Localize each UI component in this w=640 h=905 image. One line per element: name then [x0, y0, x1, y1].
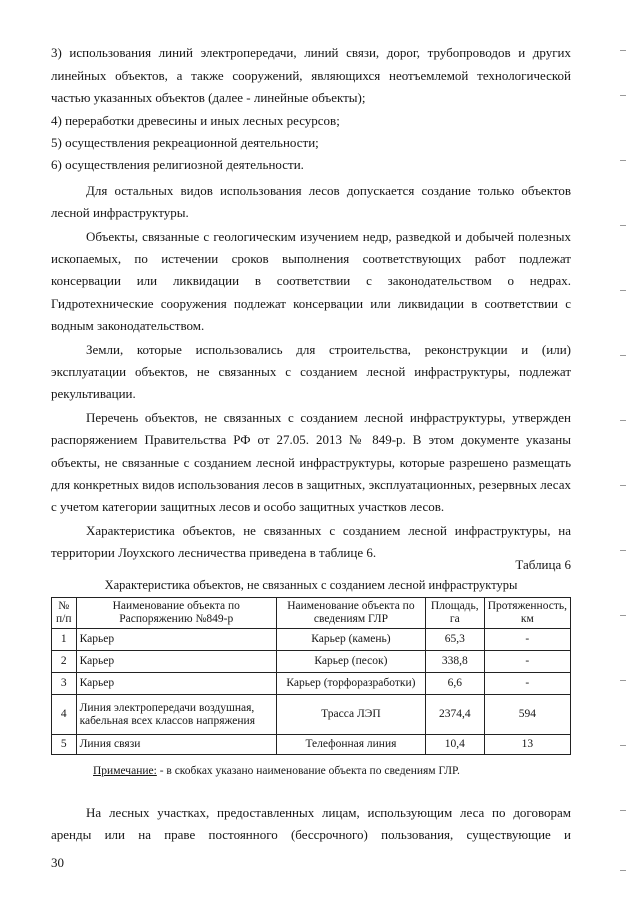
body-line: 3) использования линий электропередачи, линий связи, дорог, трубопроводов и других	[51, 45, 571, 60]
scan-edge-mark	[620, 485, 626, 486]
body-line: распоряжением Правительства РФ от 27.05. 2013 № 849-р. В этом документе указаны	[51, 432, 571, 447]
table-header-row	[52, 598, 571, 629]
cell-number: 5	[52, 735, 77, 755]
body-line: эксплуатации объектов, не связанных с созданием лесной инфраструктуры, подлежат	[51, 364, 571, 379]
cell-name-order: Карьер	[76, 629, 276, 651]
header-number: № п/п	[52, 598, 77, 629]
table-row	[52, 629, 571, 651]
body-line: Объекты, связанные с геологическим изучением недр, разведкой и добычей полезных	[86, 229, 571, 244]
scan-edge-mark	[620, 95, 626, 96]
cell-number: 2	[52, 651, 77, 673]
page-number: 30	[51, 855, 64, 870]
cell-area: 6,6	[425, 673, 484, 695]
cell-name-glr: Карьер (торфоразработки)	[276, 673, 425, 695]
body-line: Гидротехнические сооружения подлежат консервации или ликвидации в соответствии с	[51, 296, 571, 311]
cell-name-glr: Карьер (песок)	[276, 651, 425, 673]
table-row	[52, 673, 571, 695]
scan-edge-mark	[620, 160, 626, 161]
cell-length: 13	[484, 735, 570, 755]
table-row	[52, 695, 571, 735]
cell-number: 4	[52, 695, 77, 735]
note-text: - в скобках указано наименование объекта по сведениям ГЛР.	[156, 765, 460, 777]
body-line: Для остальных видов использования лесов допускается создание только объектов	[86, 183, 571, 198]
body-line: аренды или на праве постоянного (бессрочного) пользования, существующие и	[51, 827, 571, 842]
cell-length: -	[484, 651, 570, 673]
scan-edge-mark	[620, 870, 626, 871]
body-line: с учетом категории защитных лесов и особо защитных участков лесов.	[51, 499, 445, 514]
scan-edge-mark	[620, 50, 626, 51]
cell-area: 2374,4	[425, 695, 484, 735]
cell-area: 10,4	[425, 735, 484, 755]
body-line: 5) осуществления рекреационной деятельности;	[51, 135, 319, 150]
cell-length: -	[484, 673, 570, 695]
cell-area: 338,8	[425, 651, 484, 673]
cell-number: 1	[52, 629, 77, 651]
body-line: частью указанных объектов (далее - линейные объекты);	[51, 90, 366, 105]
body-line: для конкретных видов использования лесов в защитных, эксплуатационных, резервных лесах	[51, 477, 571, 492]
cell-name-order: Линия электропередачи воздушная, кабельная всех классов напряжения	[76, 695, 276, 735]
objects-table	[51, 597, 571, 755]
body-line: 4) переработки древесины и иных лесных ресурсов;	[51, 113, 340, 128]
table-note	[93, 764, 460, 778]
cell-number: 3	[52, 673, 77, 695]
header-name-order: Наименование объекта по Распоряжению №849-р	[76, 598, 276, 629]
body-line: объекты, не связанные с созданием лесной инфраструктуры, которые разрешено размещать	[51, 455, 571, 470]
scan-edge-mark	[620, 225, 626, 226]
scan-edge-mark	[620, 290, 626, 291]
body-line: 6) осуществления религиозной деятельности.	[51, 157, 304, 172]
cell-name-order: Карьер	[76, 651, 276, 673]
scan-edge-mark	[620, 745, 626, 746]
cell-length: -	[484, 629, 570, 651]
cell-area: 65,3	[425, 629, 484, 651]
body-line: консервации или ликвидации в соответствии с законодательством о недрах.	[51, 273, 571, 288]
body-line: ископаемых, по истечении сроков выполнения соответствующих работ подлежат	[51, 251, 571, 266]
scan-edge-mark	[620, 550, 626, 551]
body-line: линейных объектов, а также сооружений, являющихся неотъемлемой технологической	[51, 68, 571, 83]
scan-edge-mark	[620, 355, 626, 356]
body-line: Перечень объектов, не связанных с созданием лесной инфраструктуры, утвержден	[86, 410, 571, 425]
body-line: водным законодательством.	[51, 318, 205, 333]
cell-name-glr: Телефонная линия	[276, 735, 425, 755]
note-label: Примечание:	[93, 765, 157, 777]
table-row	[52, 651, 571, 673]
header-name-glr: Наименование объекта по сведениям ГЛР	[276, 598, 425, 629]
cell-name-glr: Трасса ЛЭП	[276, 695, 425, 735]
table-label: Таблица 6	[515, 557, 571, 572]
scan-edge-mark	[620, 615, 626, 616]
scan-edge-mark	[620, 680, 626, 681]
cell-length: 594	[484, 695, 570, 735]
body-line: На лесных участках, предоставленных лицам, использующим леса по договорам	[86, 805, 571, 820]
cell-name-glr: Карьер (камень)	[276, 629, 425, 651]
header-length: Протяженность, км	[484, 598, 570, 629]
body-line: Характеристика объектов, не связанных с созданием лесной инфраструктуры, на	[86, 523, 571, 538]
cell-name-order: Линия связи	[76, 735, 276, 755]
body-line: территории Лоухского лесничества приведена в таблице 6.	[51, 545, 377, 560]
table-caption: Характеристика объектов, не связанных с созданием лесной инфраструктуры	[104, 578, 518, 592]
body-line: лесной инфраструктуры.	[51, 205, 189, 220]
cell-name-order: Карьер	[76, 673, 276, 695]
scan-edge-mark	[620, 420, 626, 421]
table-row	[52, 735, 571, 755]
scan-edge-mark	[620, 810, 626, 811]
body-line: рекультивации.	[51, 386, 136, 401]
header-area: Площадь, га	[425, 598, 484, 629]
body-line: Земли, которые использовались для строительства, реконструкции и (или)	[86, 342, 571, 357]
